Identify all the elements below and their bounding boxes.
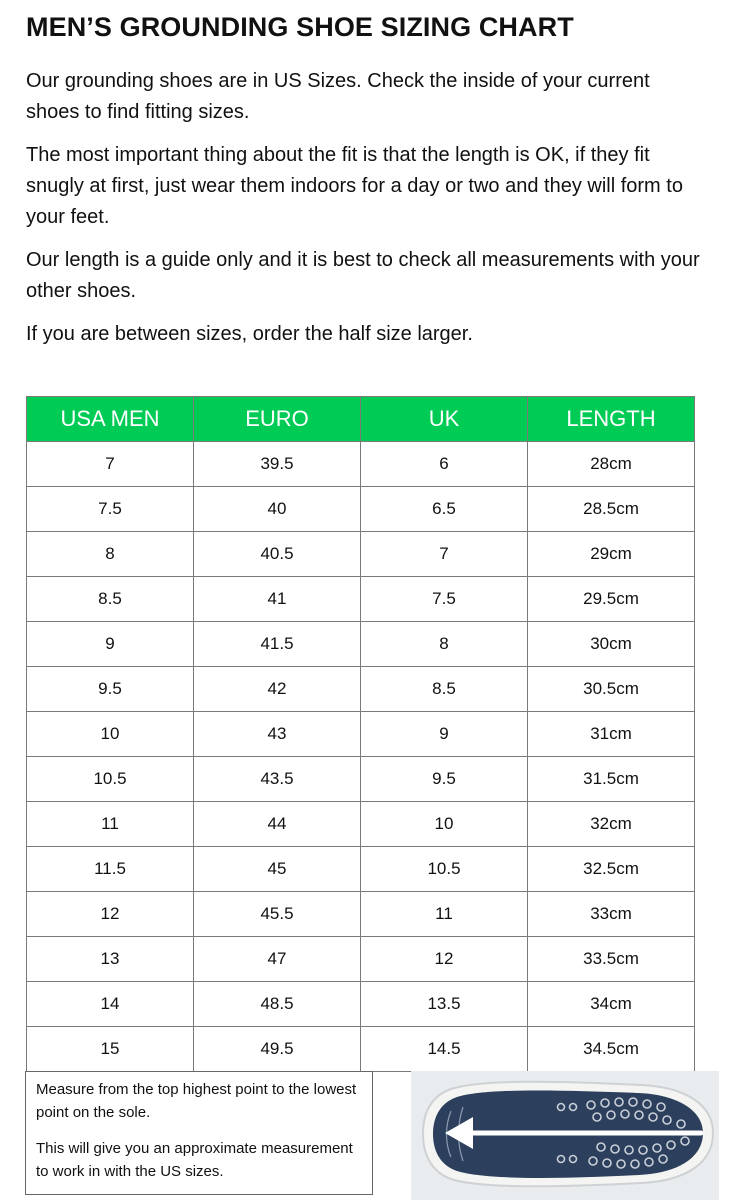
table-row bbox=[27, 847, 695, 892]
intro-paragraph-2: The most important thing about the fit is that the length is OK, if they fit snugly at first, just wear them indoors for a day or two and they will form to your feet. bbox=[26, 144, 683, 228]
note-line-1: Measure from the top highest point to the lowest point on the sole. bbox=[36, 1081, 357, 1121]
table-row bbox=[27, 577, 695, 622]
cell-length: 32cm bbox=[528, 802, 695, 847]
cell-euro: 43.5 bbox=[194, 757, 361, 802]
cell-length: 34.5cm bbox=[528, 1027, 695, 1072]
table-row bbox=[27, 712, 695, 757]
cell-uk: 8.5 bbox=[361, 667, 528, 712]
shoe-sole-icon bbox=[411, 1071, 719, 1200]
cell-length: 33cm bbox=[528, 892, 695, 937]
cell-length: 28cm bbox=[528, 442, 695, 487]
table-row bbox=[27, 892, 695, 937]
cell-uk: 6 bbox=[361, 442, 528, 487]
cell-usa-men: 11 bbox=[27, 802, 194, 847]
cell-usa-men: 10 bbox=[27, 712, 194, 757]
cell-uk: 9 bbox=[361, 712, 528, 757]
cell-usa-men: 8 bbox=[27, 532, 194, 577]
cell-uk: 7 bbox=[361, 532, 528, 577]
cell-uk: 9.5 bbox=[361, 757, 528, 802]
cell-usa-men: 9.5 bbox=[27, 667, 194, 712]
cell-euro: 40.5 bbox=[194, 532, 361, 577]
cell-euro: 40 bbox=[194, 487, 361, 532]
intro-paragraph-4: If you are between sizes, order the half size larger. bbox=[26, 323, 473, 345]
table-row bbox=[27, 802, 695, 847]
header-usa-men: USA MEN bbox=[27, 397, 194, 442]
cell-length: 30.5cm bbox=[528, 667, 695, 712]
cell-usa-men: 7.5 bbox=[27, 487, 194, 532]
header-euro: EURO bbox=[194, 397, 361, 442]
intro-text bbox=[26, 66, 706, 362]
table-row bbox=[27, 937, 695, 982]
size-chart-table bbox=[26, 396, 695, 1072]
intro-paragraph-3: Our length is a guide only and it is best to check all measurements with your other shoes. bbox=[26, 249, 700, 302]
cell-uk: 8 bbox=[361, 622, 528, 667]
cell-length: 31cm bbox=[528, 712, 695, 757]
cell-length: 34cm bbox=[528, 982, 695, 1027]
cell-euro: 41 bbox=[194, 577, 361, 622]
cell-euro: 43 bbox=[194, 712, 361, 757]
shoe-sole-image bbox=[411, 1071, 719, 1200]
table-row bbox=[27, 757, 695, 802]
cell-usa-men: 10.5 bbox=[27, 757, 194, 802]
cell-euro: 45.5 bbox=[194, 892, 361, 937]
table-header-row bbox=[27, 397, 695, 442]
intro-paragraph-1: Our grounding shoes are in US Sizes. Check the inside of your current shoes to find fitting sizes. bbox=[26, 70, 650, 123]
cell-uk: 6.5 bbox=[361, 487, 528, 532]
cell-uk: 10.5 bbox=[361, 847, 528, 892]
cell-uk: 13.5 bbox=[361, 982, 528, 1027]
cell-euro: 42 bbox=[194, 667, 361, 712]
measurement-note bbox=[25, 1071, 373, 1195]
cell-euro: 41.5 bbox=[194, 622, 361, 667]
cell-euro: 47 bbox=[194, 937, 361, 982]
cell-length: 29cm bbox=[528, 532, 695, 577]
cell-length: 29.5cm bbox=[528, 577, 695, 622]
cell-uk: 11 bbox=[361, 892, 528, 937]
cell-euro: 44 bbox=[194, 802, 361, 847]
cell-euro: 39.5 bbox=[194, 442, 361, 487]
size-chart-body bbox=[27, 442, 695, 1072]
table-row bbox=[27, 487, 695, 532]
cell-length: 32.5cm bbox=[528, 847, 695, 892]
cell-uk: 7.5 bbox=[361, 577, 528, 622]
cell-uk: 10 bbox=[361, 802, 528, 847]
table-row bbox=[27, 982, 695, 1027]
table-row bbox=[27, 667, 695, 712]
cell-usa-men: 8.5 bbox=[27, 577, 194, 622]
cell-euro: 48.5 bbox=[194, 982, 361, 1027]
table-row bbox=[27, 442, 695, 487]
cell-uk: 14.5 bbox=[361, 1027, 528, 1072]
cell-length: 31.5cm bbox=[528, 757, 695, 802]
cell-usa-men: 14 bbox=[27, 982, 194, 1027]
cell-length: 30cm bbox=[528, 622, 695, 667]
cell-euro: 45 bbox=[194, 847, 361, 892]
cell-usa-men: 15 bbox=[27, 1027, 194, 1072]
cell-usa-men: 13 bbox=[27, 937, 194, 982]
cell-uk: 12 bbox=[361, 937, 528, 982]
table-row bbox=[27, 532, 695, 577]
cell-usa-men: 12 bbox=[27, 892, 194, 937]
cell-euro: 49.5 bbox=[194, 1027, 361, 1072]
cell-length: 28.5cm bbox=[528, 487, 695, 532]
table-row bbox=[27, 1027, 695, 1072]
cell-usa-men: 9 bbox=[27, 622, 194, 667]
page-title: MEN’S GROUNDING SHOE SIZING CHART bbox=[26, 12, 574, 42]
cell-usa-men: 7 bbox=[27, 442, 194, 487]
cell-length: 33.5cm bbox=[528, 937, 695, 982]
cell-usa-men: 11.5 bbox=[27, 847, 194, 892]
note-line-2: This will give you an approximate measurement to work in with the US sizes. bbox=[36, 1140, 353, 1180]
header-length: LENGTH bbox=[528, 397, 695, 442]
table-row bbox=[27, 622, 695, 667]
header-uk: UK bbox=[361, 397, 528, 442]
